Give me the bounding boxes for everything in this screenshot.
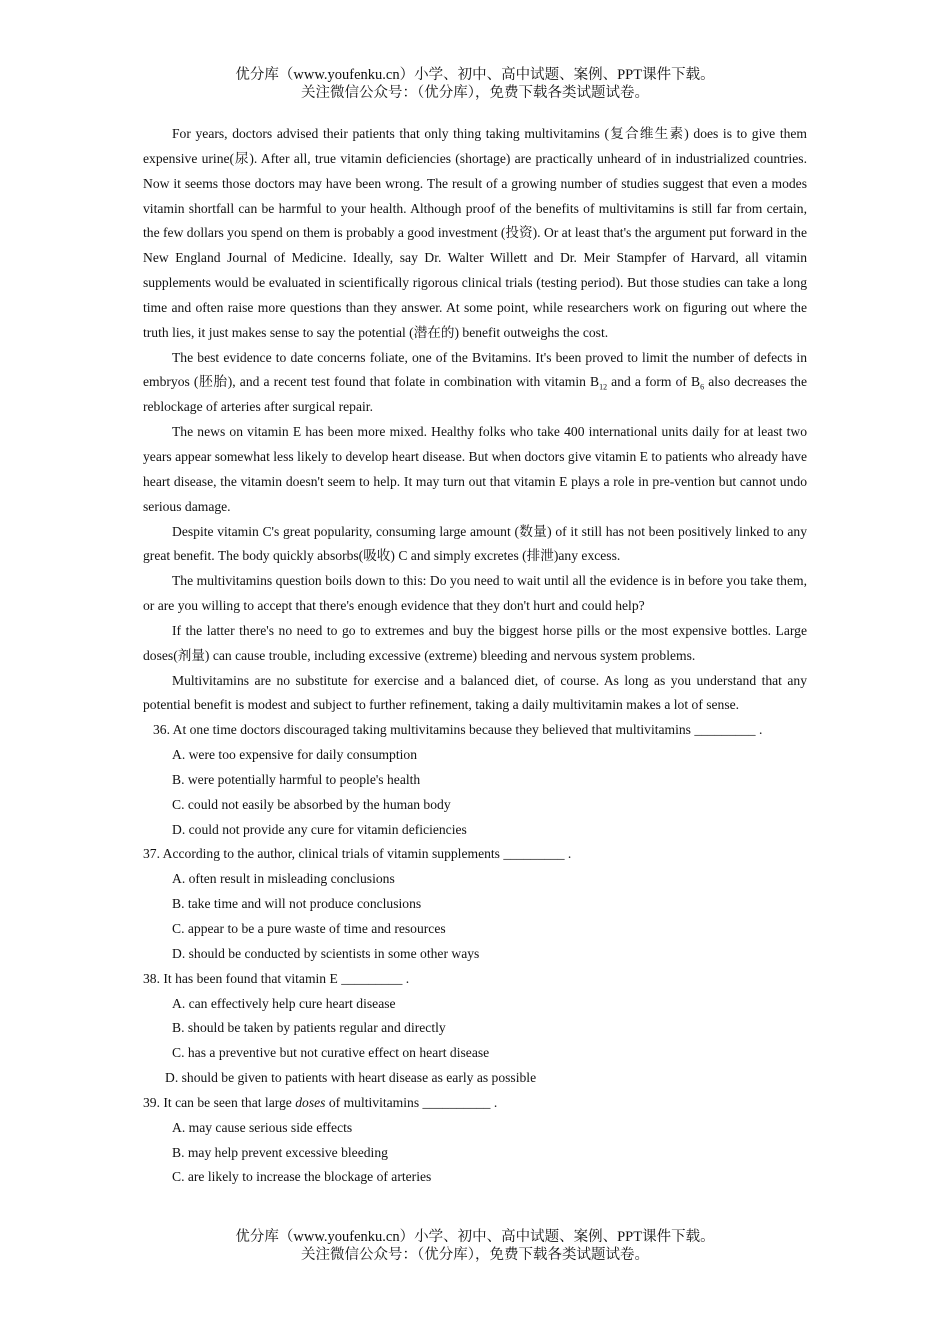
question-36-option-a: A. were too expensive for daily consumption <box>172 747 418 763</box>
passage-paragraph-5: The multivitamins question boils down to this: Do you need to wait until all the evidence is in before you take them, or are you willing to accept that there's enough evidence that they don't hurt and could help? <box>143 573 807 614</box>
passage-paragraph-3: The news on vitamin E has been more mixed. Healthy folks who take 400 international units daily for at least two years appear somewhat less likely to develop heart disease. But when doctors give vitamin E to patients who already have heart disease, the vitamin doesn't seem to help. It may turn out that vitamin E plays a role in pre-vention but cannot undo serious damage. <box>143 424 807 514</box>
question-37-stem: 37. According to the author, clinical trials of vitamin supplements _________ . <box>143 846 572 862</box>
subscript-12: 12 <box>599 383 608 393</box>
question-39-option-b: B. may help prevent excessive bleeding <box>172 1144 388 1160</box>
passage-paragraph-6: If the latter there's no need to go to extremes and buy the biggest horse pills or the most expensive bottles. Large doses(剂量) can cause trouble, including excessive (extreme) bleeding and nervous system problems. <box>143 622 807 663</box>
question-37-option-d: D. should be conducted by scientists in some other ways <box>172 945 480 961</box>
question-36-option-d: D. could not provide any cure for vitamin deficiencies <box>172 821 467 837</box>
passage-paragraph-7: Multivitamins are no substitute for exercise and a balanced diet, of course. As long as you understand that any potential benefit is modest and subject to further refinement, taking a daily multivitamin makes a lot of sense. <box>143 672 807 713</box>
page-header <box>0 66 950 102</box>
question-37-option-a: A. often result in misleading conclusions <box>172 871 395 887</box>
passage-paragraph-2 <box>143 346 807 421</box>
question-38-option-a: A. can effectively help cure heart disease <box>172 995 396 1011</box>
subscript-6: 6 <box>700 383 705 393</box>
passage-paragraph-1: For years, doctors advised their patients that only thing taking multivitamins (复合维生素) does is to give them expensive urine(尿). After all, true vitamin deficiencies (shortage) are practically unheard of in industrialized countries. Now it seems those doctors may have been wrong. The result of a growing number of studies suggest that even a modes vitamin shortfall can be harmful to your health. Although proof of the benefits of multivitamins is still far from certain, the few dollars you spend on them is probably a good investment (投资). Or at least that's the argument put forward in the New England Journal of Medicine. Ideally, say Dr. Walter Willett and Dr. Meir Stampfer of Harvard, all vitamin supplements would be evaluated in scientifically rigorous clinical trials (testing period). But those studies can take a long time and often raise more questions than they answer. At some point, while researchers work on figuring out where the truth lies, it just makes sense to say the potential (潜在的) benefit outweighs the cost. <box>143 126 807 340</box>
question-38-stem: 38. It has been found that vitamin E _________ . <box>143 970 410 986</box>
question-39-option-a: A. may cause serious side effects <box>172 1119 353 1135</box>
q39-stem-emphasis: doses <box>295 1094 326 1110</box>
question-38-option-c: C. has a preventive but not curative effect on heart disease <box>172 1045 490 1061</box>
question-39-option-c: C. are likely to increase the blockage of arteries <box>172 1169 432 1185</box>
question-39-stem <box>143 1091 807 1116</box>
question-36-option-b: B. were potentially harmful to people's health <box>172 771 421 787</box>
p2-text-b: and a form of B <box>607 374 701 390</box>
header-line-1: 优分库（www.youfenku.cn）小学、初中、高中试题、案例、PPT课件下载。 <box>235 67 715 83</box>
passage-paragraph-4: Despite vitamin C's great popularity, consuming large amount (数量) of it still has not been positively linked to any great benefit. The body quickly absorbs(吸收) C and simply excretes (排泄)any excess. <box>143 523 807 564</box>
question-36-stem: 36. At one time doctors discouraged taking multivitamins because they believed that multivitamins _________ . <box>153 722 763 738</box>
p2-text-a: The best evidence to date concerns foliate, one of the Bvitamins. It's been proved to limit the number of defects in embryos (胚胎), and a recent test found that folate in combination with vitamin B <box>143 349 807 390</box>
q39-stem-b: of multivitamins __________ . <box>325 1094 498 1110</box>
question-37-option-b: B. take time and will not produce conclusions <box>172 896 422 912</box>
question-38-option-b: B. should be taken by patients regular and directly <box>172 1020 446 1036</box>
footer-line-2: 关注微信公众号：（优分库），免费下载各类试题试卷。 <box>301 1247 649 1263</box>
page-footer <box>0 1228 950 1264</box>
question-37-option-c: C. appear to be a pure waste of time and resources <box>172 921 446 936</box>
header-line-2: 关注微信公众号：（优分库），免费下载各类试题试卷。 <box>301 85 649 101</box>
q39-stem-a: 39. It can be seen that large <box>143 1094 296 1110</box>
question-38-option-d: D. should be given to patients with heart disease as early as possible <box>165 1070 537 1086</box>
question-36-option-c: C. could not easily be absorbed by the human body <box>172 796 451 812</box>
document-body <box>143 122 807 1190</box>
footer-line-1: 优分库（www.youfenku.cn）小学、初中、高中试题、案例、PPT课件下载。 <box>235 1229 715 1245</box>
p2-text-c: also decreases the reblockage of arteries after surgical repair. <box>143 374 808 415</box>
